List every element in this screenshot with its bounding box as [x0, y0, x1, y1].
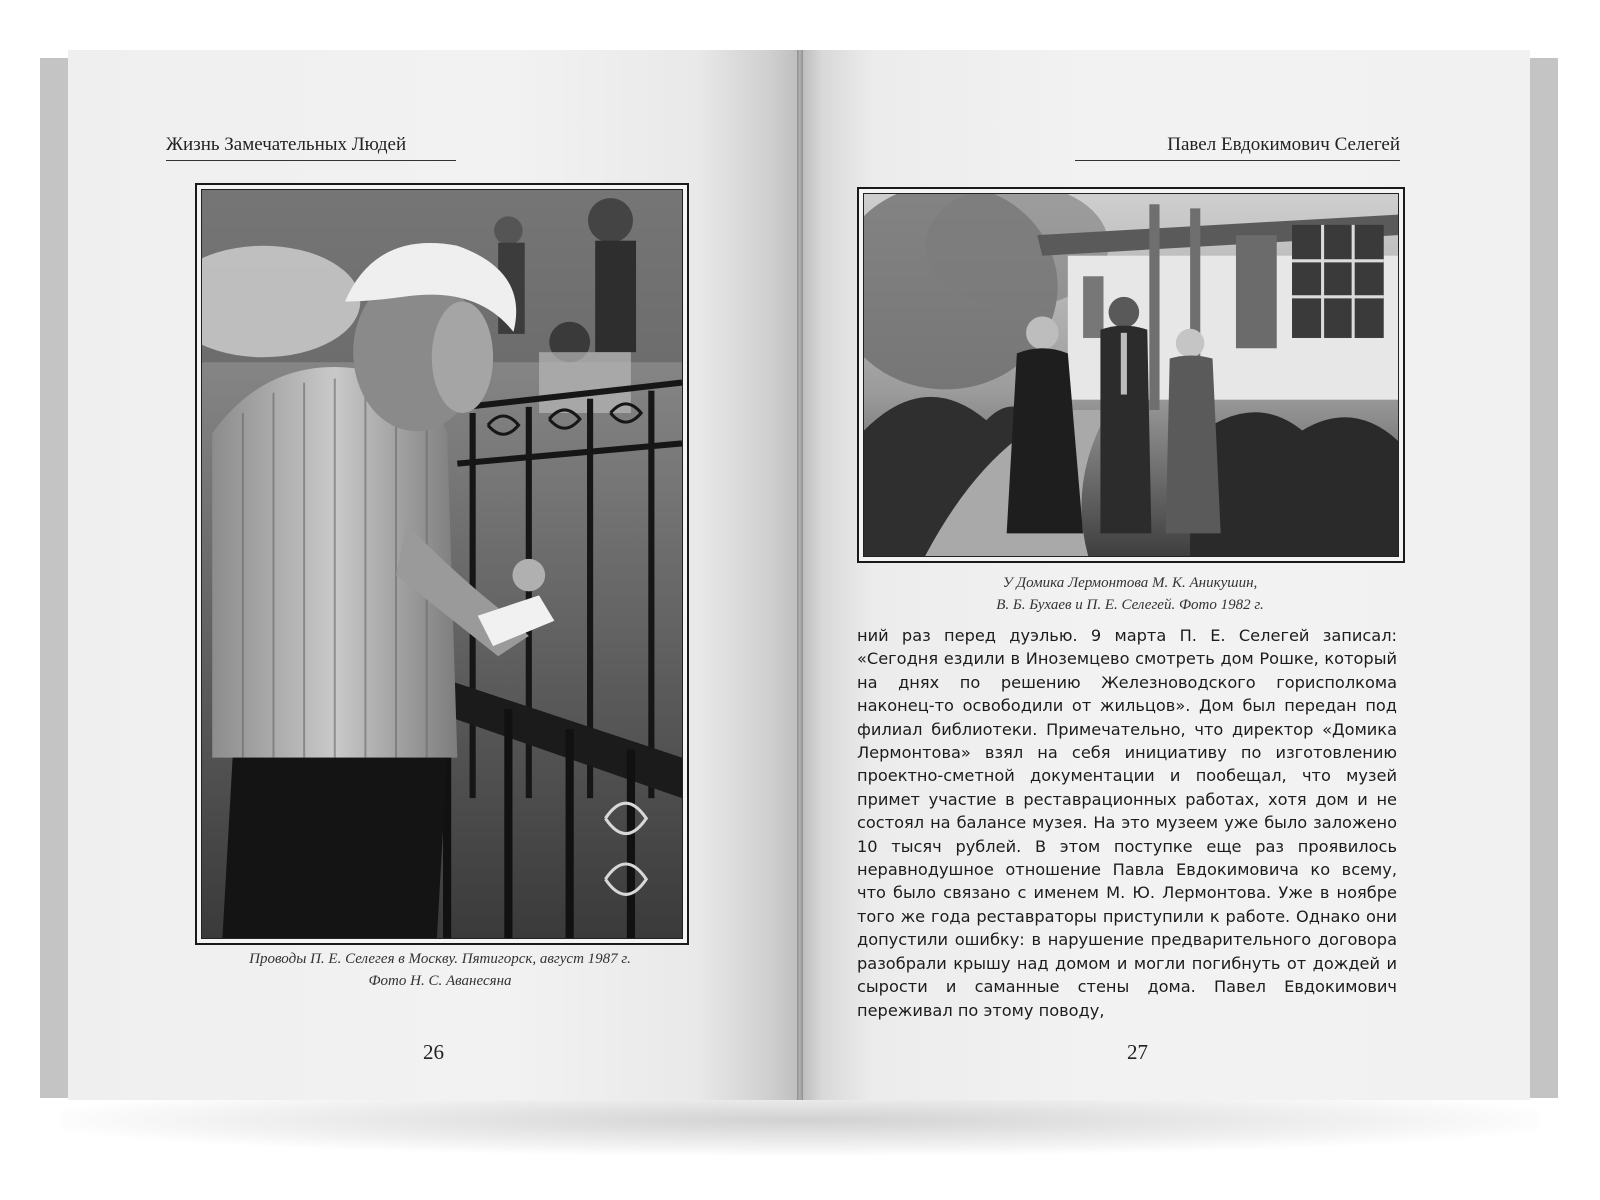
running-head-left: Жизнь Замечательных Людей	[166, 134, 456, 161]
photo-man-writing	[201, 189, 683, 939]
caption-right-line1: У Домика Лермонтова М. К. Аникушин,	[1002, 575, 1258, 591]
page-number-right: 27	[1127, 1040, 1148, 1064]
photo-man-writing-image	[202, 190, 682, 938]
photo-frame-left	[195, 183, 689, 945]
running-head-right: Павел Евдокимович Селегей	[1075, 134, 1400, 161]
body-text	[857, 624, 1397, 1022]
photo-three-men-image	[864, 194, 1398, 556]
book-gutter	[797, 50, 803, 1100]
photo-three-men	[863, 193, 1399, 557]
caption-left-line2: Фото Н. С. Аванесяна	[368, 973, 512, 989]
body-paragraph: ний раз перед дуэлью. 9 марта П. Е. Селегей записал: «Сегодня ездили в Иноземцево смотреть дом Рошке, который на днях по решению Железноводского горисполкома наконец-то освободили от жильцов». Дом был передан под филиал библиотеки. Примечательно, что директор «Домика Лермонтова» взял на себя инициативу по изготовлению проектно-сметной документации и пообещал, что музей примет участие в реставрационных работах, хотя дом и не состоял на балансе музея. На это музеем уже было заложено 10 тысяч рублей. В этом поступке еще раз проявилось неравнодушное отношение Павла Евдокимовича ко всему, что было связано с именем М. Ю. Лермонтова. Уже в ноябре того же года реставраторы приступили к работе. Однако они допустили ошибку: в нарушение предварительного договора разобрали крышу над домом и могли погибнуть от дождей и сырости и саманные стены дома. Павел Евдокимович переживал по этому поводу,	[857, 626, 1397, 1020]
page-number-left: 26	[423, 1040, 444, 1064]
caption-left-line1: Проводы П. Е. Селегея в Москву. Пятигорск, август 1987 г.	[249, 951, 631, 967]
photo-frame-right	[857, 187, 1405, 563]
photo-caption-left	[195, 948, 685, 992]
caption-right-line2: В. Б. Бухаев и П. Е. Селегей. Фото 1982 г.	[996, 597, 1264, 613]
photo-caption-right	[857, 572, 1403, 616]
right-page	[800, 50, 1530, 1100]
left-page	[68, 50, 800, 1100]
